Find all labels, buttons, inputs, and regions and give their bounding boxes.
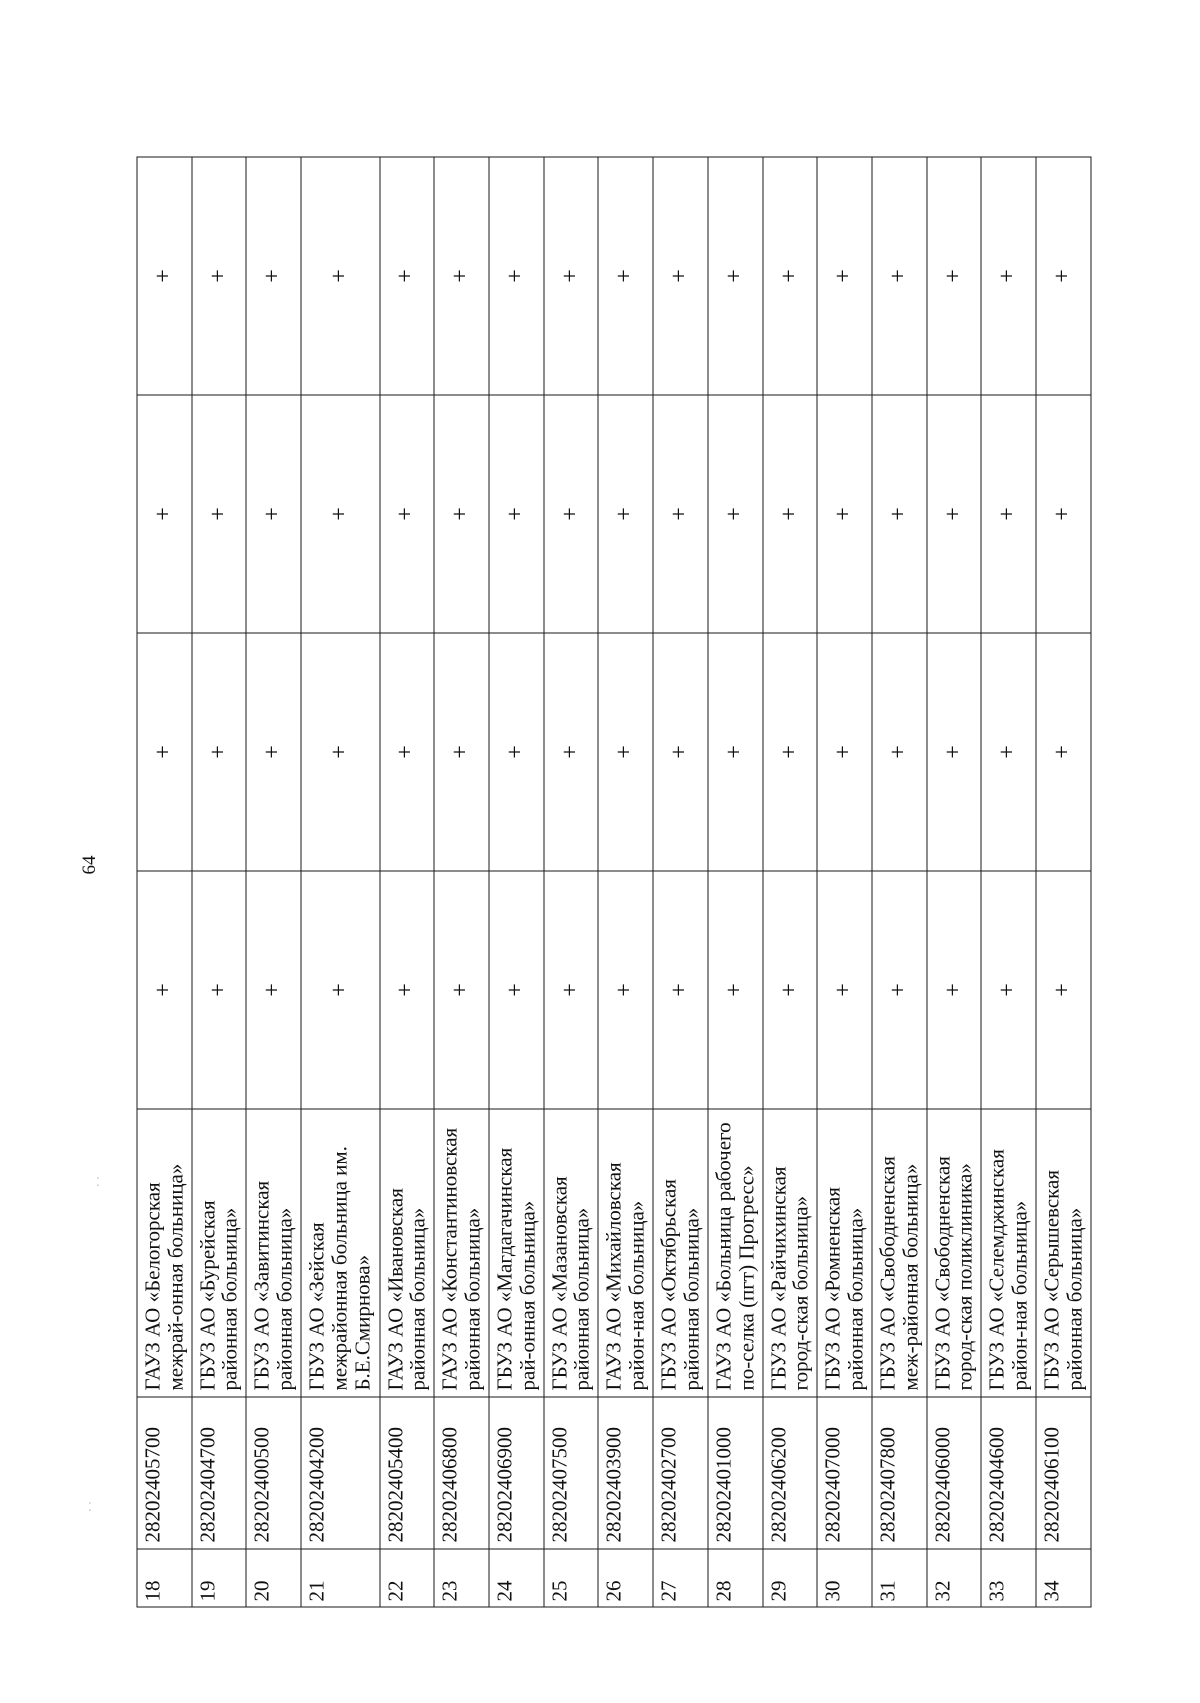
table-container <box>137 158 1092 1608</box>
facility-code-cell: 28202407000 <box>817 1397 872 1549</box>
row-number-cell: 24 <box>489 1549 544 1607</box>
mark-cell-1: + <box>301 871 379 1109</box>
mark-cell-4: + <box>137 157 192 395</box>
mark-cell-1: + <box>192 871 247 1109</box>
facility-name-cell: ГБУЗ АО «Свободненская меж-районная больница» <box>872 1109 927 1397</box>
facility-name-cell: ГБУЗ АО «Магдагачинская рай-онная больница» <box>489 1109 544 1397</box>
row-number-cell: 19 <box>192 1549 247 1607</box>
row-number-cell: 28 <box>708 1549 763 1607</box>
table-row <box>380 157 435 1607</box>
mark-cell-4: + <box>434 157 489 395</box>
mark-cell-2: + <box>489 633 544 871</box>
mark-cell-1: + <box>246 871 301 1109</box>
mark-cell-3: + <box>137 395 192 633</box>
mark-cell-3: + <box>598 395 653 633</box>
mark-cell-1: + <box>653 871 708 1109</box>
facility-code-cell: 28202406000 <box>927 1397 982 1549</box>
row-number-cell: 22 <box>380 1549 435 1607</box>
mark-cell-4: + <box>544 157 599 395</box>
table-row <box>598 157 653 1607</box>
mark-cell-1: + <box>708 871 763 1109</box>
mark-cell-4: + <box>489 157 544 395</box>
facility-name-cell: ГАУЗ АО «Константиновская районная больница» <box>434 1109 489 1397</box>
mark-cell-1: + <box>598 871 653 1109</box>
mark-cell-3: + <box>544 395 599 633</box>
mark-cell-2: + <box>1036 633 1091 871</box>
mark-cell-2: + <box>380 633 435 871</box>
mark-cell-2: + <box>653 633 708 871</box>
mark-cell-3: + <box>246 395 301 633</box>
facility-code-cell: 28202406200 <box>763 1397 818 1549</box>
facility-code-cell: 28202406800 <box>434 1397 489 1549</box>
mark-cell-2: + <box>708 633 763 871</box>
table-row <box>1036 157 1091 1607</box>
table-row <box>246 157 301 1607</box>
mark-cell-3: + <box>489 395 544 633</box>
facility-name-cell: ГБУЗ АО «Зейская межрайонная больница им. Б.Е.Смирнова» <box>301 1109 379 1397</box>
facility-code-cell: 28202402700 <box>653 1397 708 1549</box>
mark-cell-4: + <box>1036 157 1091 395</box>
mark-cell-4: + <box>598 157 653 395</box>
mark-cell-2: + <box>544 633 599 871</box>
mark-cell-1: + <box>137 871 192 1109</box>
mark-cell-3: + <box>380 395 435 633</box>
mark-cell-4: + <box>653 157 708 395</box>
mark-cell-1: + <box>1036 871 1091 1109</box>
facility-code-cell: 28202405700 <box>137 1397 192 1549</box>
table-row <box>927 157 982 1607</box>
facility-name-cell: ГБУЗ АО «Завитинская районная больница» <box>246 1109 301 1397</box>
facility-name-cell: ГБУЗ АО «Бурейская районная больница» <box>192 1109 247 1397</box>
table-row <box>817 157 872 1607</box>
facility-code-cell: 28202407500 <box>544 1397 599 1549</box>
mark-cell-2: + <box>817 633 872 871</box>
mark-cell-1: + <box>927 871 982 1109</box>
mark-cell-1: + <box>380 871 435 1109</box>
mark-cell-3: + <box>763 395 818 633</box>
mark-cell-3: + <box>708 395 763 633</box>
hospital-table <box>137 157 1092 1608</box>
facility-code-cell: 28202404200 <box>301 1397 379 1549</box>
row-number-cell: 23 <box>434 1549 489 1607</box>
mark-cell-2: + <box>763 633 818 871</box>
mark-cell-1: + <box>544 871 599 1109</box>
table-body <box>137 157 1091 1607</box>
mark-cell-4: + <box>817 157 872 395</box>
facility-name-cell: ГБУЗ АО «Ромненская районная больница» <box>817 1109 872 1397</box>
table-row <box>137 157 192 1607</box>
facility-name-cell: ГБУЗ АО «Серышевская районная больница» <box>1036 1109 1091 1397</box>
mark-cell-4: + <box>192 157 247 395</box>
table-row <box>434 157 489 1607</box>
mark-cell-2: + <box>434 633 489 871</box>
table-row <box>301 157 379 1607</box>
mark-cell-4: + <box>927 157 982 395</box>
mark-cell-4: + <box>872 157 927 395</box>
mark-cell-2: + <box>301 633 379 871</box>
mark-cell-3: + <box>981 395 1036 633</box>
mark-cell-3: + <box>434 395 489 633</box>
table-row <box>872 157 927 1607</box>
mark-cell-2: + <box>137 633 192 871</box>
facility-code-cell: 28202407800 <box>872 1397 927 1549</box>
mark-cell-1: + <box>763 871 818 1109</box>
mark-cell-1: + <box>981 871 1036 1109</box>
mark-cell-4: + <box>301 157 379 395</box>
facility-code-cell: 28202404600 <box>981 1397 1036 1549</box>
mark-cell-3: + <box>192 395 247 633</box>
facility-name-cell: ГАУЗ АО «Ивановская районная больница» <box>380 1109 435 1397</box>
facility-name-cell: ГБУЗ АО «Октябрьская районная больница» <box>653 1109 708 1397</box>
facility-name-cell: ГБУЗ АО «Свободненская город-ская поликлиника» <box>927 1109 982 1397</box>
facility-code-cell: 28202403900 <box>598 1397 653 1549</box>
mark-cell-1: + <box>434 871 489 1109</box>
facility-name-cell: ГАУЗ АО «Больница рабочего по-селка (пгт) Прогресс» <box>708 1109 763 1397</box>
row-number-cell: 18 <box>137 1549 192 1607</box>
facility-code-cell: 28202405400 <box>380 1397 435 1549</box>
table-row <box>981 157 1036 1607</box>
row-number-cell: 21 <box>301 1549 379 1607</box>
table-row <box>544 157 599 1607</box>
mark-cell-2: + <box>927 633 982 871</box>
row-number-cell: 29 <box>763 1549 818 1607</box>
table-row <box>653 157 708 1607</box>
facility-code-cell: 28202406100 <box>1036 1397 1091 1549</box>
table-row <box>489 157 544 1607</box>
scan-artifact: ⁚ <box>96 1175 100 1189</box>
mark-cell-3: + <box>817 395 872 633</box>
table-row <box>192 157 247 1607</box>
row-number-cell: 27 <box>653 1549 708 1607</box>
facility-name-cell: ГБУЗ АО «Мазановская районная больница» <box>544 1109 599 1397</box>
mark-cell-4: + <box>981 157 1036 395</box>
facility-code-cell: 28202404700 <box>192 1397 247 1549</box>
page-number: 64 <box>79 855 100 875</box>
mark-cell-1: + <box>817 871 872 1109</box>
facility-name-cell: ГАУЗ АО «Михайловская район-ная больница» <box>598 1109 653 1397</box>
mark-cell-2: + <box>981 633 1036 871</box>
row-number-cell: 33 <box>981 1549 1036 1607</box>
mark-cell-2: + <box>192 633 247 871</box>
facility-code-cell: 28202406900 <box>489 1397 544 1549</box>
facility-name-cell: ГБУЗ АО «Райчихинская город-ская больница» <box>763 1109 818 1397</box>
facility-name-cell: ГБУЗ АО «Селемджинская район-ная больница» <box>981 1109 1036 1397</box>
mark-cell-3: + <box>927 395 982 633</box>
mark-cell-3: + <box>872 395 927 633</box>
mark-cell-4: + <box>380 157 435 395</box>
table-row <box>708 157 763 1607</box>
row-number-cell: 25 <box>544 1549 599 1607</box>
row-number-cell: 30 <box>817 1549 872 1607</box>
row-number-cell: 26 <box>598 1549 653 1607</box>
facility-code-cell: 28202401000 <box>708 1397 763 1549</box>
mark-cell-3: + <box>653 395 708 633</box>
row-number-cell: 34 <box>1036 1549 1091 1607</box>
row-number-cell: 20 <box>246 1549 301 1607</box>
mark-cell-2: + <box>246 633 301 871</box>
mark-cell-3: + <box>1036 395 1091 633</box>
table-row <box>763 157 818 1607</box>
row-number-cell: 31 <box>872 1549 927 1607</box>
mark-cell-1: + <box>872 871 927 1109</box>
mark-cell-4: + <box>763 157 818 395</box>
mark-cell-3: + <box>301 395 379 633</box>
facility-code-cell: 28202400500 <box>246 1397 301 1549</box>
mark-cell-4: + <box>246 157 301 395</box>
row-number-cell: 32 <box>927 1549 982 1607</box>
scan-artifact: ⁚ <box>88 1500 92 1514</box>
mark-cell-2: + <box>872 633 927 871</box>
mark-cell-2: + <box>598 633 653 871</box>
mark-cell-1: + <box>489 871 544 1109</box>
facility-name-cell: ГАУЗ АО «Белогорская межрай-онная больница» <box>137 1109 192 1397</box>
mark-cell-4: + <box>708 157 763 395</box>
